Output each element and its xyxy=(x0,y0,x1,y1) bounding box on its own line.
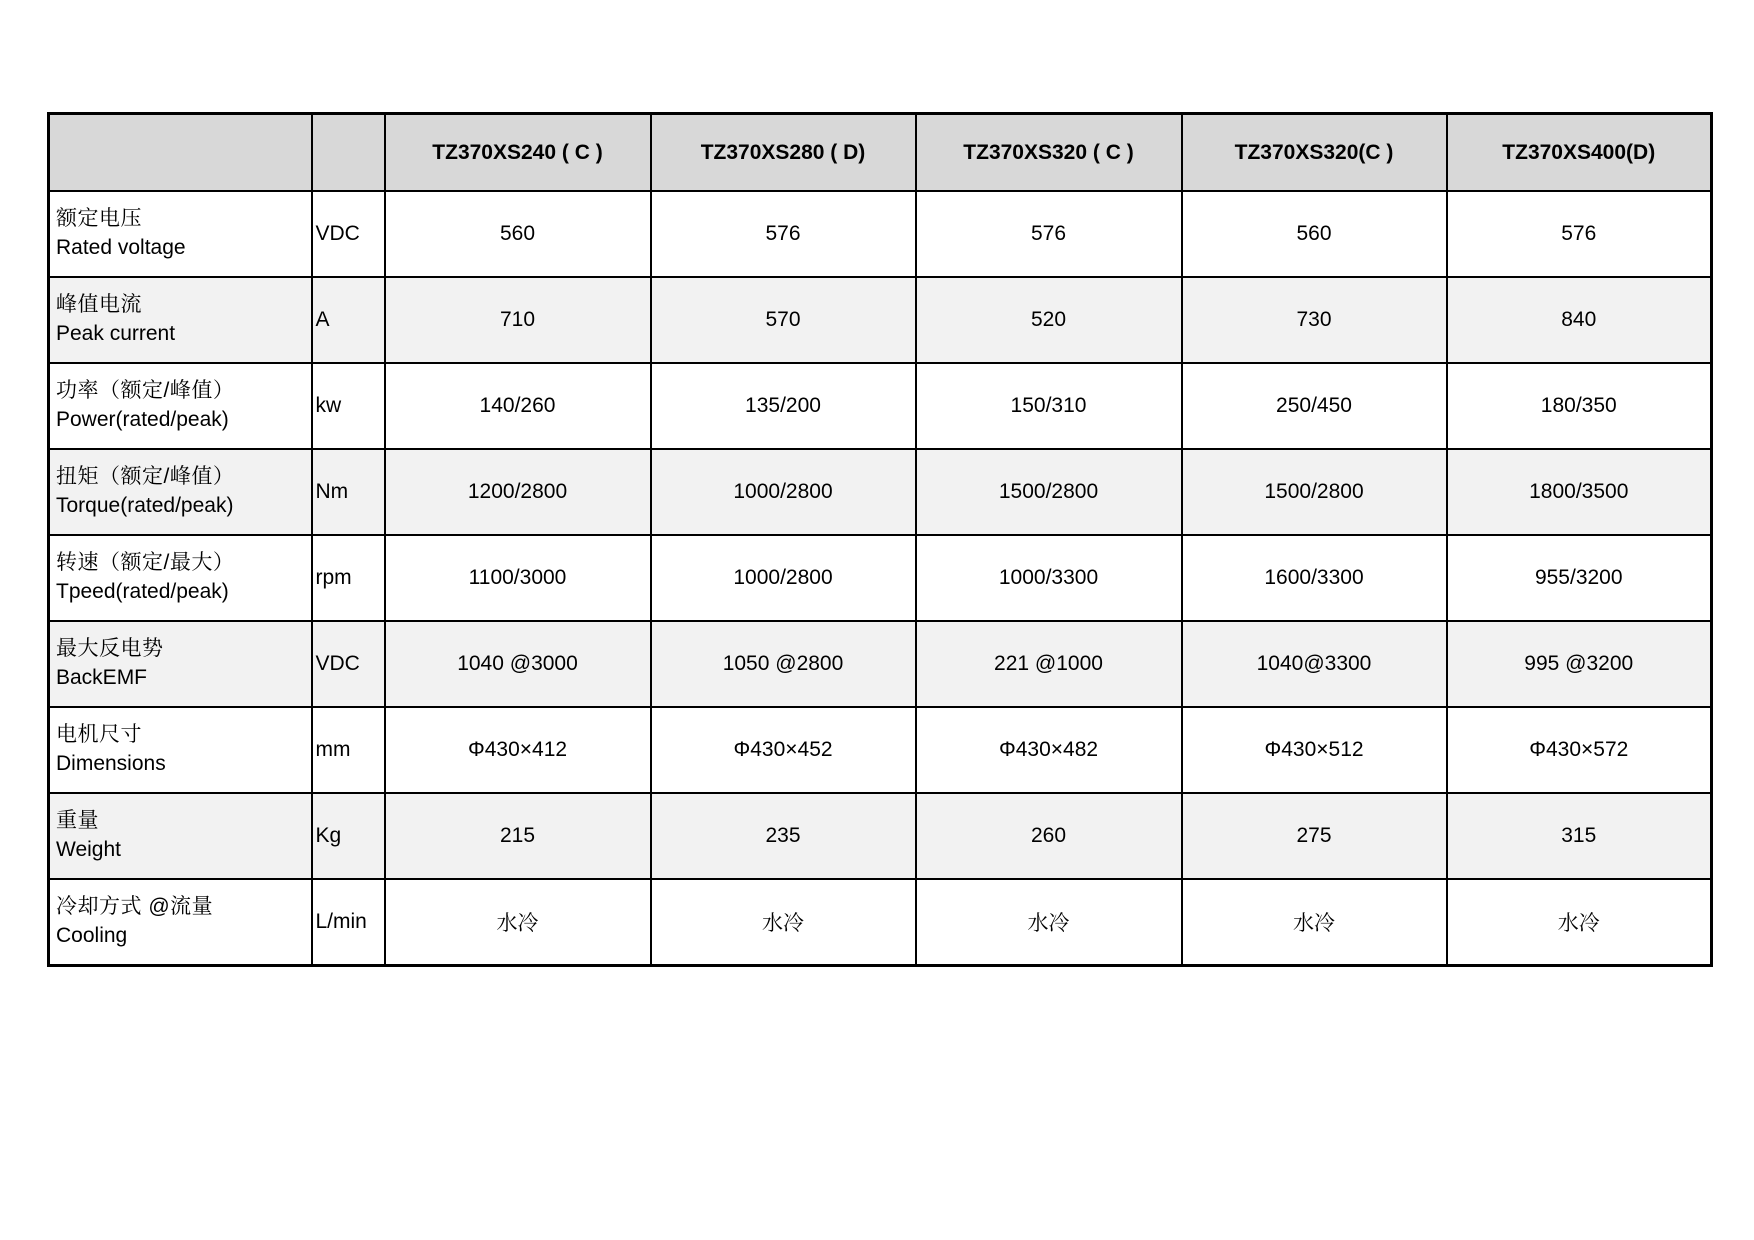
row-label xyxy=(49,535,312,621)
cell-value: 221 @1000 xyxy=(916,621,1182,707)
row-label-zh: 峰值电流 xyxy=(56,293,142,317)
column-header-model-3: TZ370XS320 ( C ) xyxy=(916,114,1182,192)
cell-value: 520 xyxy=(916,277,1182,363)
cell-value: Φ430×412 xyxy=(385,707,651,793)
cell-value: 576 xyxy=(651,191,916,277)
cell-value: 1050 @2800 xyxy=(651,621,916,707)
table-row xyxy=(49,277,1712,363)
cell-value: 260 xyxy=(916,793,1182,879)
cell-value: 955/3200 xyxy=(1447,535,1712,621)
cell-value: 560 xyxy=(1182,191,1447,277)
row-label xyxy=(49,793,312,879)
row-label-zh: 最大反电势 xyxy=(56,637,164,661)
row-unit: VDC xyxy=(312,191,385,277)
table-row xyxy=(49,793,1712,879)
cell-value: 1200/2800 xyxy=(385,449,651,535)
table-row xyxy=(49,449,1712,535)
table-row xyxy=(49,535,1712,621)
cell-value: 水冷 xyxy=(1182,879,1447,965)
row-label-en: Cooling xyxy=(56,923,128,947)
row-unit: Nm xyxy=(312,449,385,535)
row-label xyxy=(49,707,312,793)
row-unit: rpm xyxy=(312,535,385,621)
row-label-zh: 转速（额定/最大） xyxy=(56,551,235,575)
row-label-en: Rated voltage xyxy=(56,236,186,259)
table-row xyxy=(49,621,1712,707)
row-label xyxy=(49,621,312,707)
row-label-zh: 功率（额定/峰值） xyxy=(56,379,235,403)
table-row xyxy=(49,191,1712,277)
cell-value: Φ430×452 xyxy=(651,707,916,793)
cell-value: 水冷 xyxy=(651,879,916,965)
row-label xyxy=(49,363,312,449)
header-row xyxy=(49,114,1712,192)
row-label-en: Tpeed(rated/peak) xyxy=(56,580,229,603)
cell-value: 1000/2800 xyxy=(651,535,916,621)
cell-value: 1000/3300 xyxy=(916,535,1182,621)
table-row xyxy=(49,707,1712,793)
cell-value: 275 xyxy=(1182,793,1447,879)
row-unit: kw xyxy=(312,363,385,449)
row-unit: VDC xyxy=(312,621,385,707)
column-header-model-1: TZ370XS240 ( C ) xyxy=(385,114,651,192)
row-label xyxy=(49,277,312,363)
column-header-model-4: TZ370XS320(C ) xyxy=(1182,114,1447,192)
row-label-zh: 电机尺寸 xyxy=(56,723,142,747)
row-label-en: BackEMF xyxy=(56,666,148,689)
cell-value: 水冷 xyxy=(1447,879,1712,965)
cell-value: 1100/3000 xyxy=(385,535,651,621)
spec-table xyxy=(47,112,1713,967)
cell-value: 150/310 xyxy=(916,363,1182,449)
cell-value: 1040 @3000 xyxy=(385,621,651,707)
row-unit: L/min xyxy=(312,879,385,965)
row-label xyxy=(49,191,312,277)
cell-value: 995 @3200 xyxy=(1447,621,1712,707)
spec-table-body xyxy=(49,191,1712,965)
column-header-model-2: TZ370XS280 ( D) xyxy=(651,114,916,192)
cell-value: 1000/2800 xyxy=(651,449,916,535)
table-row xyxy=(49,363,1712,449)
cell-value: Φ430×512 xyxy=(1182,707,1447,793)
row-label-zh: 冷却方式 @流量 xyxy=(56,894,214,918)
row-label-zh: 扭矩（额定/峰值） xyxy=(56,465,235,489)
cell-value: 710 xyxy=(385,277,651,363)
row-unit: A xyxy=(312,277,385,363)
row-label-en: Peak current xyxy=(56,322,176,345)
cell-value: 1800/3500 xyxy=(1447,449,1712,535)
cell-value: 576 xyxy=(916,191,1182,277)
cell-value: 730 xyxy=(1182,277,1447,363)
cell-value: 570 xyxy=(651,277,916,363)
cell-value: 水冷 xyxy=(916,879,1182,965)
row-label xyxy=(49,449,312,535)
cell-value: 135/200 xyxy=(651,363,916,449)
column-header-model-5: TZ370XS400(D) xyxy=(1447,114,1712,192)
row-label-en: Power(rated/peak) xyxy=(56,408,229,431)
header-empty-unit xyxy=(312,114,385,192)
cell-value: 840 xyxy=(1447,277,1712,363)
row-label-en: Torque(rated/peak) xyxy=(56,494,234,517)
cell-value: 140/260 xyxy=(385,363,651,449)
cell-value: 1500/2800 xyxy=(916,449,1182,535)
cell-value: 250/450 xyxy=(1182,363,1447,449)
cell-value: 1600/3300 xyxy=(1182,535,1447,621)
row-unit: mm xyxy=(312,707,385,793)
row-label-zh: 重量 xyxy=(56,809,99,833)
cell-value: 215 xyxy=(385,793,651,879)
row-label xyxy=(49,879,312,965)
cell-value: 235 xyxy=(651,793,916,879)
row-unit: Kg xyxy=(312,793,385,879)
cell-value: Φ430×482 xyxy=(916,707,1182,793)
cell-value: 水冷 xyxy=(385,879,651,965)
row-label-en: Dimensions xyxy=(56,752,166,775)
row-label-en: Weight xyxy=(56,838,121,861)
cell-value: 1500/2800 xyxy=(1182,449,1447,535)
cell-value: 560 xyxy=(385,191,651,277)
row-label-zh: 额定电压 xyxy=(56,207,142,231)
cell-value: 315 xyxy=(1447,793,1712,879)
cell-value: 180/350 xyxy=(1447,363,1712,449)
cell-value: 576 xyxy=(1447,191,1712,277)
header-empty-label xyxy=(49,114,312,192)
table-row xyxy=(49,879,1712,965)
cell-value: 1040@3300 xyxy=(1182,621,1447,707)
cell-value: Φ430×572 xyxy=(1447,707,1712,793)
